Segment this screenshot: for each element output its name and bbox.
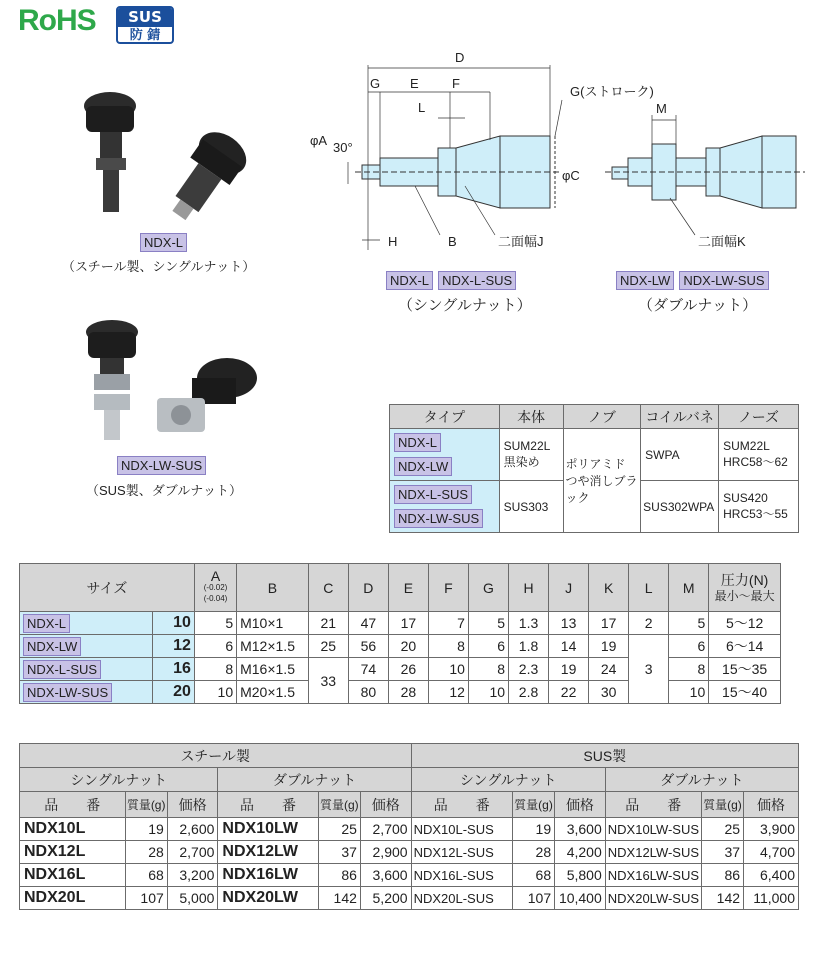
materials-body-steel — [499, 429, 563, 481]
table-row — [20, 818, 799, 841]
dim-force: 6～14 — [709, 635, 781, 658]
price-value: 3,200 — [167, 864, 218, 887]
cell-text: 圧力(N) — [720, 571, 769, 588]
price-steel-double: ダブルナット — [218, 768, 411, 792]
part-number: NDX20L — [20, 887, 126, 910]
price-col-mass: 質量(g) — [701, 792, 743, 818]
table-row — [20, 612, 781, 635]
dim-B: M16×1.5 — [237, 658, 309, 681]
type-tag: NDX-L — [140, 233, 187, 252]
part-number: NDX20LW-SUS — [605, 887, 701, 910]
dimension-drawing — [300, 40, 820, 265]
mass-value: 19 — [512, 818, 554, 841]
part-number: NDX16L — [20, 864, 126, 887]
dim-force: 5～12 — [709, 612, 781, 635]
label-angle: 30° — [333, 140, 353, 155]
dim-type — [20, 612, 153, 635]
price-value: 10,400 — [555, 887, 606, 910]
price-col-part: 品 番 — [411, 792, 512, 818]
part-number: NDX12L-SUS — [411, 841, 512, 864]
dim-K: 30 — [589, 681, 629, 704]
price-col-part: 品 番 — [605, 792, 701, 818]
type-tag: NDX-L-SUS — [438, 271, 516, 290]
part-number: NDX12LW-SUS — [605, 841, 701, 864]
dim-size: 16 — [152, 658, 194, 681]
materials-header-knob: ノブ — [563, 405, 641, 429]
dim-force: 15～40 — [709, 681, 781, 704]
dim-header-size: サイズ — [20, 564, 195, 612]
materials-table — [389, 404, 799, 533]
double-nut-drawing — [605, 101, 805, 249]
cell-text: つや消しブラック — [565, 474, 638, 505]
mass-value: 25 — [701, 818, 743, 841]
dim-M: 8 — [669, 658, 709, 681]
single-nut-caption: （シングルナット） — [398, 297, 532, 314]
cell-text: (-0.02) — [203, 583, 228, 592]
materials-spring-steel: SWPA — [641, 429, 719, 481]
dim-size: 12 — [152, 635, 194, 658]
price-col-price: 価格 — [167, 792, 218, 818]
price-group-steel: スチール製 — [20, 744, 412, 768]
product-photo-steel — [70, 88, 250, 228]
dim-E: 26 — [388, 658, 428, 681]
dim-A: 5 — [194, 612, 236, 635]
double-nut-tags — [616, 270, 769, 290]
label-G: G — [370, 76, 381, 91]
dim-K: 24 — [589, 658, 629, 681]
dim-D: 47 — [348, 612, 388, 635]
dim-header-C: C — [308, 564, 348, 612]
dim-A: 6 — [194, 635, 236, 658]
label-F: F — [452, 76, 460, 91]
part-number: NDX10LW-SUS — [605, 818, 701, 841]
materials-nose-sus — [719, 481, 799, 533]
dim-header-B: B — [237, 564, 309, 612]
price-value: 4,200 — [555, 841, 606, 864]
dim-B: M12×1.5 — [237, 635, 309, 658]
sus-badge-bottom: 防 錆 — [129, 28, 161, 43]
type-tag: NDX-L — [394, 433, 441, 452]
price-col-price: 価格 — [744, 792, 799, 818]
price-value: 6,400 — [744, 864, 799, 887]
label-E: E — [410, 76, 419, 91]
dim-M: 5 — [669, 612, 709, 635]
mass-value: 25 — [318, 818, 360, 841]
dim-A: 8 — [194, 658, 236, 681]
dim-C: 33 — [308, 658, 348, 704]
materials-header-spring: コイルバネ — [641, 405, 719, 429]
dim-E: 28 — [388, 681, 428, 704]
mass-value: 142 — [701, 887, 743, 910]
label-stroke: G(ストローク) — [570, 84, 654, 99]
materials-header-body: 本体 — [499, 405, 563, 429]
cell-text: (-0.04) — [203, 594, 228, 603]
dim-E: 17 — [388, 612, 428, 635]
product-caption-steel: （スチール製、シングルナット） — [62, 259, 256, 274]
cell-text: SUM22L — [503, 439, 551, 453]
double-nut-caption: （ダブルナット） — [638, 297, 758, 314]
part-number: NDX12LW — [218, 841, 318, 864]
dim-header-A — [194, 564, 236, 612]
dim-H: 2.8 — [509, 681, 549, 704]
price-col-mass: 質量(g) — [125, 792, 167, 818]
price-col-part: 品 番 — [218, 792, 318, 818]
dim-M: 10 — [669, 681, 709, 704]
cell-text: SUM22L — [723, 439, 770, 453]
mass-value: 86 — [701, 864, 743, 887]
materials-spring-sus: SUS302WPA — [641, 481, 719, 533]
product-tag-steel — [140, 232, 187, 252]
price-col-price: 価格 — [360, 792, 411, 818]
materials-header-nose: ノーズ — [719, 405, 799, 429]
cell-text: 最小～最大 — [714, 588, 775, 603]
materials-nose-steel — [719, 429, 799, 481]
mass-value: 68 — [512, 864, 554, 887]
mass-value: 107 — [512, 887, 554, 910]
dim-F: 10 — [428, 658, 468, 681]
materials-type-sus — [390, 481, 500, 533]
materials-type-steel — [390, 429, 500, 481]
table-row — [20, 887, 799, 910]
price-col-mass: 質量(g) — [512, 792, 554, 818]
dim-L: 3 — [629, 635, 669, 704]
dim-C: 21 — [308, 612, 348, 635]
type-tag: NDX-LW-SUS — [679, 271, 768, 290]
product-caption-sus: （SUS製、ダブルナット） — [86, 483, 242, 498]
type-tag: NDX-LW-SUS — [23, 683, 112, 702]
dim-B: M10×1 — [237, 612, 309, 635]
materials-body-sus: SUS303 — [499, 481, 563, 533]
rohs-logo: RoHS — [18, 4, 96, 37]
dimensions-table — [19, 563, 781, 704]
price-sus-double: ダブルナット — [605, 768, 798, 792]
label-phiA: φA — [310, 133, 328, 148]
label-J: 二面幅J — [498, 234, 544, 249]
dim-D: 74 — [348, 658, 388, 681]
dim-header-force — [709, 564, 781, 612]
single-nut-tags — [386, 270, 516, 290]
dim-A: 10 — [194, 681, 236, 704]
dim-type — [20, 681, 153, 704]
label-D: D — [455, 50, 465, 65]
dim-size: 20 — [152, 681, 194, 704]
dim-F: 7 — [428, 612, 468, 635]
materials-header-type: タイプ — [390, 405, 500, 429]
price-col-mass: 質量(g) — [318, 792, 360, 818]
dim-header-M: M — [669, 564, 709, 612]
dim-H: 1.8 — [509, 635, 549, 658]
mass-value: 142 — [318, 887, 360, 910]
cell-text: ポリアミド — [565, 457, 626, 471]
mass-value: 86 — [318, 864, 360, 887]
mass-value: 37 — [701, 841, 743, 864]
table-row — [20, 841, 799, 864]
product-tag-sus — [117, 455, 206, 475]
mass-value: 37 — [318, 841, 360, 864]
label-B: B — [448, 234, 457, 249]
single-nut-drawing — [310, 50, 654, 250]
sus-badge — [116, 6, 174, 44]
dim-F: 8 — [428, 635, 468, 658]
dim-header-G: G — [468, 564, 508, 612]
dim-D: 56 — [348, 635, 388, 658]
dim-K: 19 — [589, 635, 629, 658]
dim-G: 6 — [468, 635, 508, 658]
dim-J: 22 — [549, 681, 589, 704]
label-L: L — [418, 100, 426, 115]
dim-force: 15～35 — [709, 658, 781, 681]
type-tag: NDX-L — [23, 614, 70, 633]
dim-K: 17 — [589, 612, 629, 635]
dim-G: 5 — [468, 612, 508, 635]
dim-G: 8 — [468, 658, 508, 681]
sus-badge-top: SUS — [118, 8, 172, 27]
label-H: H — [388, 234, 398, 249]
label-phiC: φC — [562, 168, 580, 183]
cell-text: HRC53～55 — [723, 507, 788, 521]
mass-value: 107 — [125, 887, 167, 910]
table-row — [20, 635, 781, 658]
pricing-table — [19, 743, 799, 910]
dim-G: 10 — [468, 681, 508, 704]
price-group-sus: SUS製 — [411, 744, 798, 768]
cell-text: HRC58～62 — [723, 455, 788, 469]
dim-header-L: L — [629, 564, 669, 612]
dim-type — [20, 658, 153, 681]
type-tag: NDX-LW — [394, 457, 452, 476]
price-value: 2,600 — [167, 818, 218, 841]
dim-J: 19 — [549, 658, 589, 681]
part-number: NDX16LW — [218, 864, 318, 887]
price-col-price: 価格 — [555, 792, 606, 818]
cell-text: SUS420 — [723, 491, 768, 505]
dim-E: 20 — [388, 635, 428, 658]
dim-header-K: K — [589, 564, 629, 612]
dim-L: 2 — [629, 612, 669, 635]
part-number: NDX10LW — [218, 818, 318, 841]
price-value: 3,900 — [744, 818, 799, 841]
dim-F: 12 — [428, 681, 468, 704]
part-number: NDX16LW-SUS — [605, 864, 701, 887]
type-tag: NDX-LW-SUS — [394, 509, 483, 528]
price-steel-single: シングルナット — [20, 768, 218, 792]
label-K: 二面幅K — [698, 234, 746, 249]
dim-B: M20×1.5 — [237, 681, 309, 704]
price-value: 5,200 — [360, 887, 411, 910]
price-value: 3,600 — [555, 818, 606, 841]
dim-header-F: F — [428, 564, 468, 612]
type-tag: NDX-LW — [616, 271, 674, 290]
type-tag: NDX-LW-SUS — [117, 456, 206, 475]
dim-header-H: H — [509, 564, 549, 612]
price-value: 3,600 — [360, 864, 411, 887]
type-tag: NDX-L — [386, 271, 433, 290]
dim-C: 25 — [308, 635, 348, 658]
price-value: 2,700 — [360, 818, 411, 841]
dim-D: 80 — [348, 681, 388, 704]
price-value: 5,000 — [167, 887, 218, 910]
price-value: 2,700 — [167, 841, 218, 864]
dim-H: 1.3 — [509, 612, 549, 635]
part-number: NDX20L-SUS — [411, 887, 512, 910]
dim-J: 13 — [549, 612, 589, 635]
dim-size: 10 — [152, 612, 194, 635]
dim-type — [20, 635, 153, 658]
label-M: M — [656, 101, 667, 116]
price-value: 4,700 — [744, 841, 799, 864]
dim-J: 14 — [549, 635, 589, 658]
type-tag: NDX-LW — [23, 637, 81, 656]
price-value: 2,900 — [360, 841, 411, 864]
part-number: NDX10L — [20, 818, 126, 841]
type-tag: NDX-L-SUS — [394, 485, 472, 504]
materials-knob — [563, 429, 641, 533]
part-number: NDX20LW — [218, 887, 318, 910]
dim-H: 2.3 — [509, 658, 549, 681]
mass-value: 19 — [125, 818, 167, 841]
cell-text: 黒染め — [503, 455, 540, 469]
cell-text: A — [210, 568, 221, 584]
price-value: 11,000 — [744, 887, 799, 910]
table-row — [20, 864, 799, 887]
part-number: NDX12L — [20, 841, 126, 864]
price-col-part: 品 番 — [20, 792, 126, 818]
dim-header-D: D — [348, 564, 388, 612]
part-number: NDX10L-SUS — [411, 818, 512, 841]
type-tag: NDX-L-SUS — [23, 660, 101, 679]
mass-value: 28 — [512, 841, 554, 864]
price-value: 5,800 — [555, 864, 606, 887]
dim-header-J: J — [549, 564, 589, 612]
dim-M: 6 — [669, 635, 709, 658]
dim-header-E: E — [388, 564, 428, 612]
mass-value: 28 — [125, 841, 167, 864]
part-number: NDX16L-SUS — [411, 864, 512, 887]
product-photo-sus — [72, 318, 272, 450]
mass-value: 68 — [125, 864, 167, 887]
price-sus-single: シングルナット — [411, 768, 605, 792]
